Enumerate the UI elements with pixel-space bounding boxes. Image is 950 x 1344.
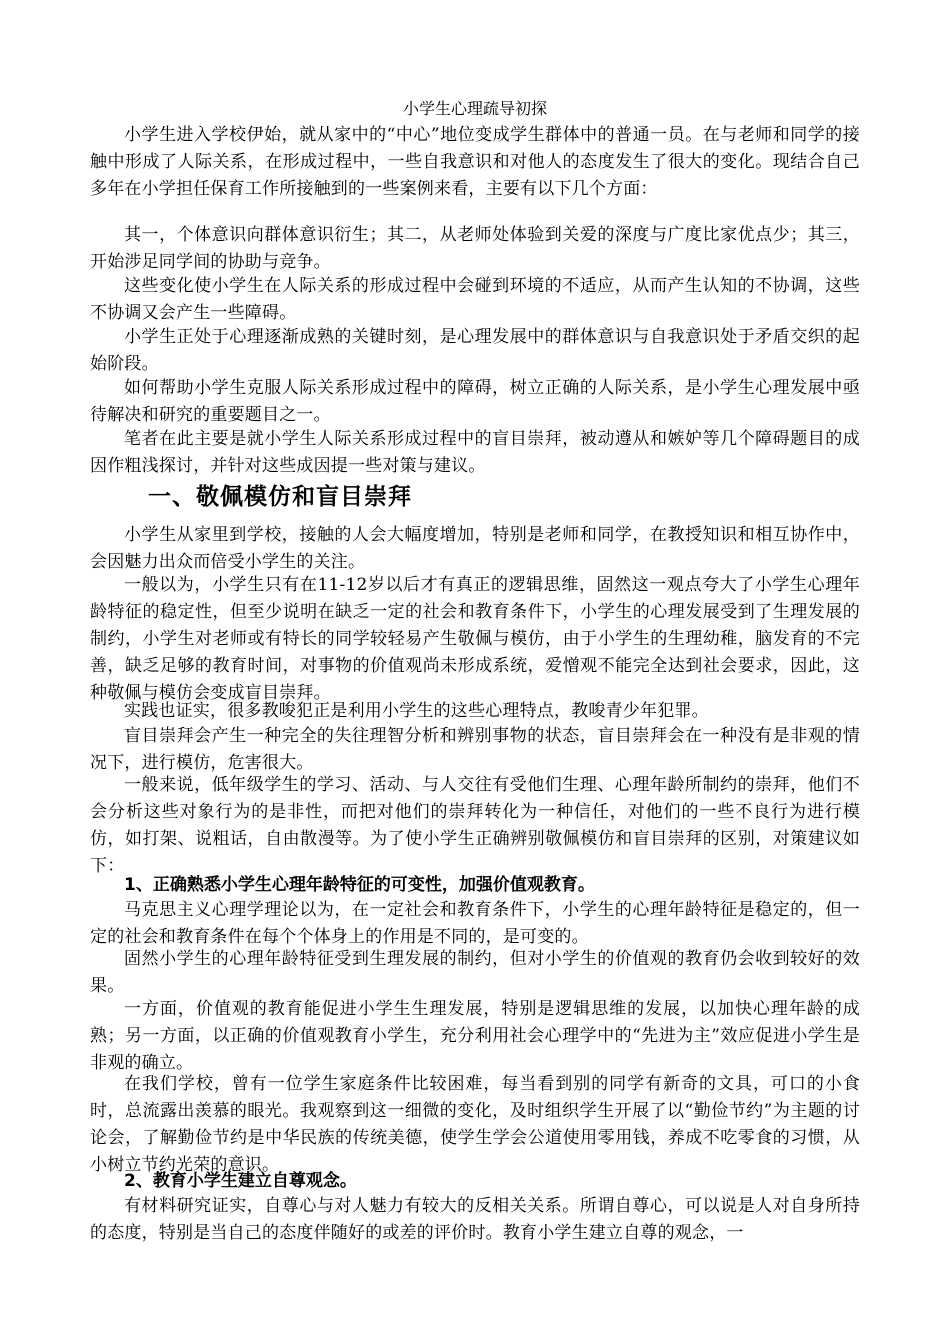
document-title: 小学生心理疏导初探 (402, 99, 547, 118)
section-paragraph: 实践也证实，很多教唆犯正是利用小学生的这些心理特点，教唆青少年犯罪。 (124, 701, 709, 721)
intro-paragraph: 其一，个体意识向群体意识衍生；其二，从老师处体验到关爱的深度与广度比家优点少；其三，开始涉足同学间的协助与竞争。 (90, 225, 860, 272)
subsection-heading: 1、正确熟悉小学生心理年龄特征的可变性，加强价值观教育。 (124, 875, 595, 895)
intro-paragraph: 小学生正处于心理逐渐成熟的关键时刻，是心理发展中的群体意识与自我意识处于矛盾交织的起始阶段。 (90, 327, 860, 374)
intro-paragraph: 笔者在此主要是就小学生人际关系形成过程中的盲目崇拜，被动遵从和嫉妒等几个障碍题目的成因作粗浅探讨，并针对这些成因提一些对策与建议。 (90, 429, 860, 476)
intro-paragraph: 这些变化使小学生在人际关系的形成过程中会碰到环境的不适应，从而产生认知的不协调，这些不协调又会产生一些障碍。 (90, 276, 860, 323)
section-heading: 一、敬佩模仿和盲目崇拜 (148, 484, 412, 510)
section-paragraph: 小学生从家里到学校，接触的人会大幅度增加，特别是老师和同学，在教授知识和相互协作中，会因魅力出众而倍受小学生的关注。 (90, 525, 860, 572)
subsection-paragraph: 固然小学生的心理年龄特征受到生理发展的制约，但对小学生的价值观的教育仍会收到较好的效果。 (90, 949, 860, 996)
subsection-heading: 2、教育小学生建立自尊观念。 (124, 1171, 357, 1191)
section-paragraph: 盲目崇拜会产生一种完全的失往理智分析和辨别事物的状态，盲目崇拜会在一种没有是非观的情况下，进行模仿，危害很大。 (90, 726, 860, 773)
subsection-paragraph: 一方面，价值观的教育能促进小学生生理发展，特别是逻辑思维的发展，以加快心理年龄的成熟；另一方面，以正确的价值观教育小学生，充分利用社会心理学中的“先进为主”效应促进小学生是非观的确立。 (90, 999, 860, 1073)
section-paragraph: 一般以为，小学生只有在11-12岁以后才有真正的逻辑思维，固然这一观点夸大了小学生心理年龄特征的稳定性，但至少说明在缺乏一定的社会和教育条件下，小学生的心理发展受到了生理发展的制约，小学生对老师或有特长的同学较轻易产生敬佩与模仿，由于小学生的生理幼稚，脑发育的不完善，缺乏足够的教育时间，对事物的价值观尚未形成系统，爱憎观不能完全达到社会要求，因此，这种敬佩与模仿会变成盲目崇拜。 (90, 575, 860, 703)
section-paragraph: 一般来说，低年级学生的学习、活动、与人交往有受他们生理、心理年龄所制约的崇拜，他们不会分析这些对象行为的是非性，而把对他们的崇拜转化为一种信任，对他们的一些不良行为进行模仿，如打架、说粗话，自由散漫等。为了使小学生正确辨别敬佩模仿和盲目崇拜的区别，对策建议如下： (90, 775, 860, 876)
subsection-paragraph: 在我们学校，曾有一位学生家庭条件比较困难，每当看到别的同学有新奇的文具，可口的小食时，总流露出羡慕的眼光。我观察到这一细微的变化，及时组织学生开展了以“勤俭节约”为主题的讨论会，了解勤俭节约是中华民族的传统美德，使学生学会公道使用零用钱，养成不吃零食的习惯，从小树立节约光荣的意识。 (90, 1074, 860, 1175)
intro-paragraph: 如何帮助小学生克服人际关系形成过程中的障碍，树立正确的人际关系，是小学生心理发展中亟待解决和研究的重要题目之一。 (90, 378, 860, 425)
subsection-paragraph: 马克思主义心理学理论以为，在一定社会和教育条件下，小学生的心理年龄特征是稳定的，但一定的社会和教育条件在每个个体身上的作用是不同的，是可变的。 (90, 900, 860, 947)
intro-paragraph: 小学生进入学校伊始，就从家中的“中心”地位变成学生群体中的普通一员。在与老师和同学的接触中形成了人际关系，在形成过程中，一些自我意识和对他人的态度发生了很大的变化。现结合自己多年在小学担任保育工作所接触到的一些案例来看，主要有以下几个方面： (90, 125, 860, 199)
subsection-paragraph: 有材料研究证实，自尊心与对人魅力有较大的反相关关系。所谓自尊心，可以说是人对自身所持的态度，特别是当自己的态度伴随好的或差的评价时。教育小学生建立自尊的观念，一 (90, 1196, 860, 1243)
